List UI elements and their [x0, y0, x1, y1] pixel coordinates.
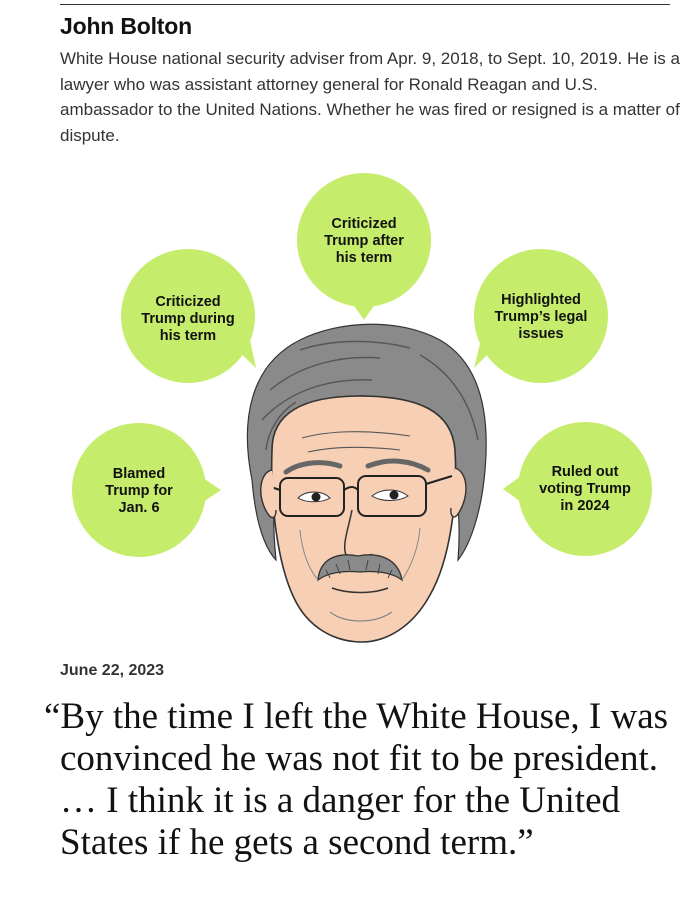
bubble-voting-line-1: Ruled out	[551, 464, 619, 480]
quote-date: June 22, 2023	[60, 662, 165, 679]
bubble-during-line-2: Trump during	[141, 311, 235, 327]
stance-graphic	[0, 150, 700, 660]
bubble-during-line-1: Criticized	[155, 294, 221, 310]
bubble-legal-issues	[474, 249, 608, 383]
bubble-legal-line-2: Trump’s legal	[494, 309, 588, 325]
bubble-criticized-after-term	[297, 173, 431, 320]
bubble-legal-line-1: Highlighted	[501, 292, 581, 308]
bubble-after-line-3: his term	[335, 250, 393, 266]
person-bio: White House national security adviser from Apr. 9, 2018, to Sept. 10, 2019. He is a lawyer who was assistant attorney general for Ronald Reagan and U.S. ambassador to the United Nations. Whether he was fired or resigned is a matter of dispute.	[60, 49, 680, 145]
quote-text: “By the time I left the White House, I was convinced he was not fit to be president. … I think it is a danger for the United States if he gets a second term.”	[44, 696, 669, 863]
bubble-blamed-jan6	[72, 423, 221, 557]
bubble-voting-line-3: in 2024	[560, 498, 610, 514]
person-name: John Bolton	[60, 13, 192, 39]
bubble-blamed-line-3: Jan. 6	[118, 500, 160, 516]
top-rule	[60, 4, 670, 5]
bubble-blamed-line-1: Blamed	[112, 466, 166, 482]
bubble-legal-line-3: issues	[518, 326, 564, 342]
face-illustration	[247, 324, 486, 642]
bubble-during-line-3: his term	[159, 328, 217, 344]
bubble-criticized-during-term	[121, 249, 256, 383]
bubble-ruled-out-2024	[503, 422, 652, 556]
bubble-blamed-line-2: Trump for	[105, 483, 173, 499]
face	[272, 396, 456, 642]
bubble-voting-line-2: voting Trump	[539, 481, 631, 497]
bubble-after-line-2: Trump after	[324, 233, 404, 249]
bubble-after-line-1: Criticized	[331, 216, 397, 232]
